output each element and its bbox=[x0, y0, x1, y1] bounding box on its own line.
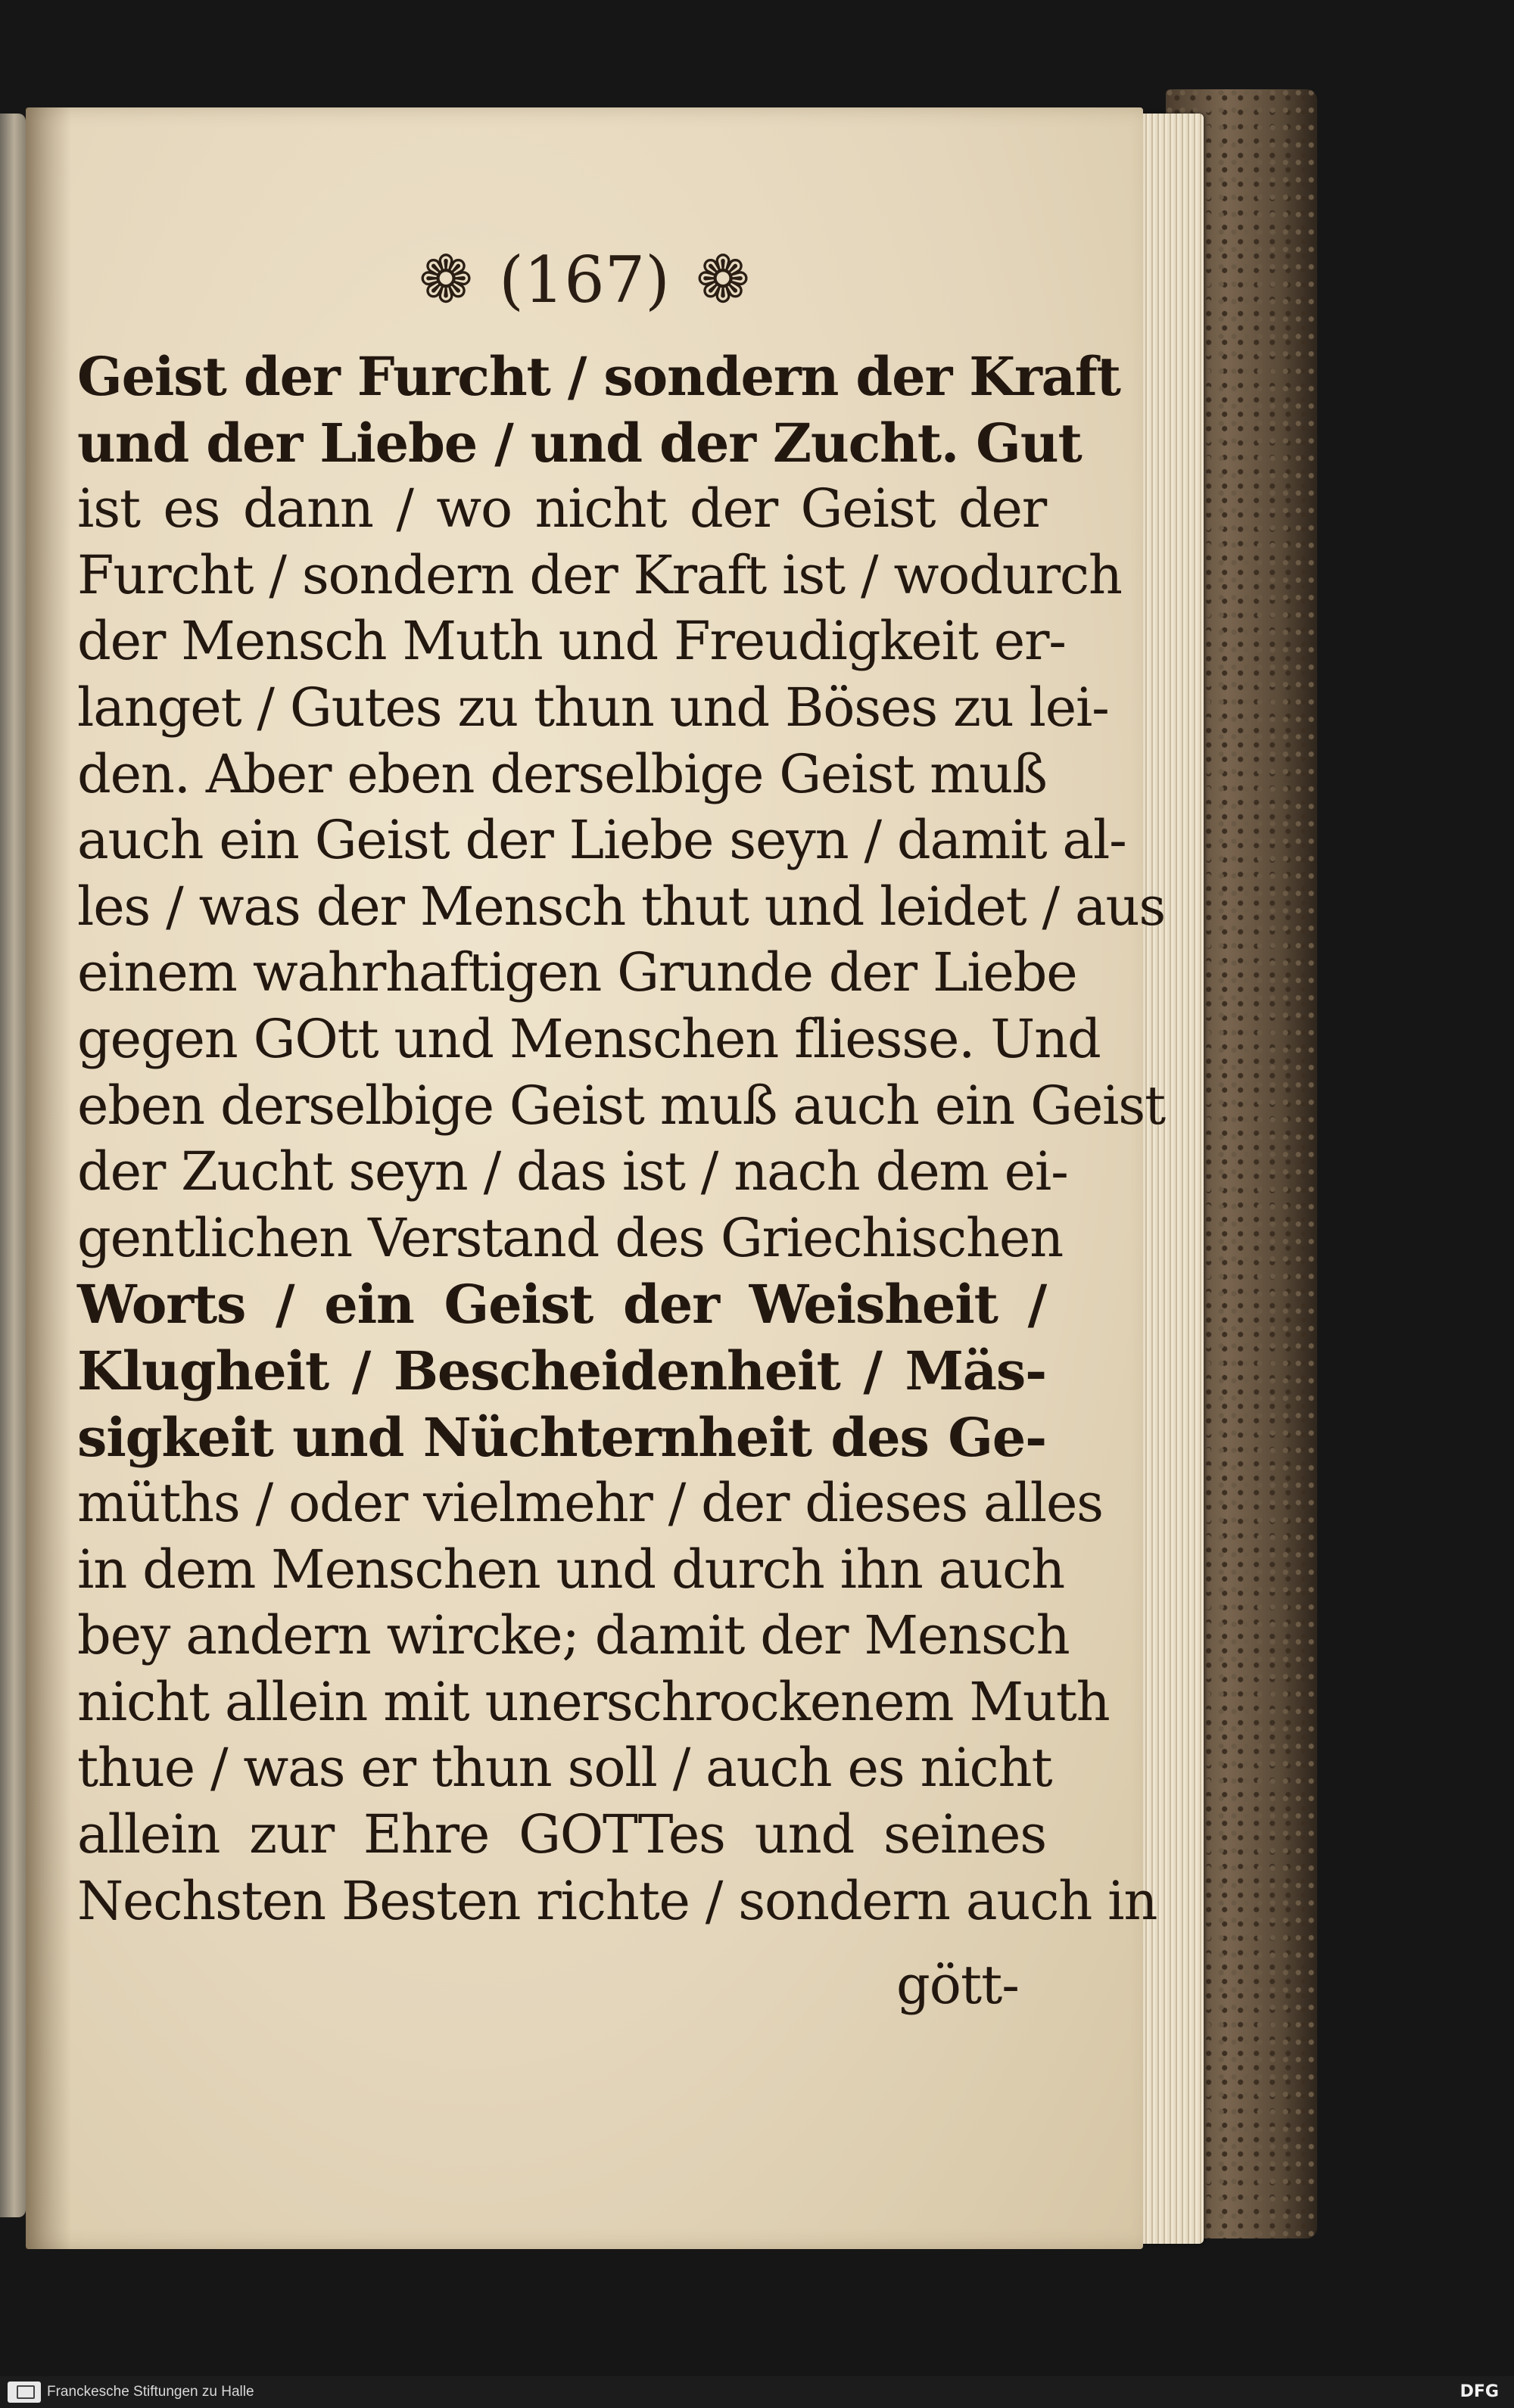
catchword: gött- bbox=[896, 1954, 1019, 2016]
flower-ornament-icon: ❁ bbox=[695, 242, 750, 318]
dfg-logo: DFG bbox=[1459, 2382, 1499, 2401]
text-line: allein zur Ehre GOTTes und seines bbox=[77, 1803, 1046, 1866]
text-line: Geist der Furcht / sondern der Kraft bbox=[77, 345, 1120, 408]
text-line: Klugheit / Bescheidenheit / Mäs- bbox=[77, 1339, 1046, 1402]
text-line: bey andern wircke; damit der Mensch bbox=[77, 1604, 1070, 1667]
text-line: der Mensch Muth und Freudigkeit er- bbox=[77, 610, 1066, 673]
text-line: einem wahrhaftigen Grunde der Liebe bbox=[77, 941, 1077, 1004]
gutter-shadow bbox=[26, 107, 71, 2249]
left-page-edge bbox=[0, 114, 26, 2217]
text-line: gegen GOtt und Menschen fliesse. Und bbox=[77, 1007, 1101, 1070]
text-line: müths / oder vielmehr / der dieses alles bbox=[77, 1472, 1103, 1535]
text-line: nicht allein mit unerschrockenem Muth bbox=[77, 1670, 1110, 1733]
text-line: auch ein Geist der Liebe seyn / damit al- bbox=[77, 809, 1126, 872]
text-line: den. Aber eben derselbige Geist muß bbox=[77, 742, 1047, 805]
text-line: gentlichen Verstand des Griechischen bbox=[77, 1206, 1064, 1269]
text-line: les / was der Mensch thut und leidet / aus bbox=[77, 875, 1166, 938]
text-line: thue / was er thun soll / auch es nicht bbox=[77, 1737, 1052, 1800]
body-text bbox=[77, 344, 1166, 1934]
viewer-footer bbox=[0, 2376, 1514, 2408]
text-line: langet / Gutes zu thun und Böses zu lei- bbox=[77, 676, 1109, 739]
library-credit: Franckesche Stiftungen zu Halle bbox=[47, 2384, 254, 2400]
flower-ornament-icon: ❁ bbox=[419, 242, 474, 318]
text-line: der Zucht seyn / das ist / nach dem ei- bbox=[77, 1140, 1068, 1203]
book-page bbox=[26, 107, 1166, 2249]
library-logo-icon bbox=[8, 2382, 41, 2403]
text-line: ist es dann / wo nicht der Geist der bbox=[77, 478, 1046, 540]
text-line: sigkeit und Nüchternheit des Ge- bbox=[77, 1405, 1046, 1469]
text-line: Worts / ein Geist der Weisheit / bbox=[77, 1273, 1046, 1336]
text-line: in dem Menschen und durch ihn auch bbox=[77, 1538, 1064, 1601]
text-line: Nechsten Besten richte / sondern auch in bbox=[77, 1869, 1157, 1932]
page-number: (167) bbox=[499, 243, 670, 317]
page-header bbox=[26, 242, 1143, 318]
text-line: und der Liebe / und der Zucht. Gut bbox=[77, 411, 1082, 474]
text-line: Furcht / sondern der Kraft ist / wodurch bbox=[77, 543, 1122, 606]
text-line: eben derselbige Geist muß auch ein Geist bbox=[77, 1074, 1165, 1137]
